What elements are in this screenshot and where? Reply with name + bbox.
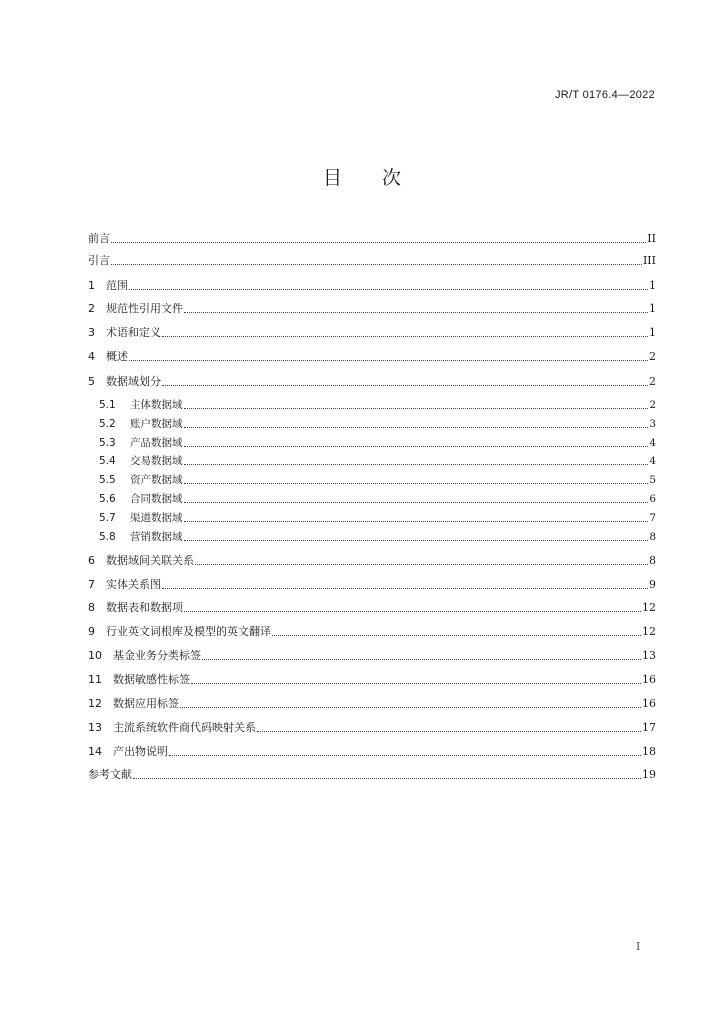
toc-entry-page: 9	[649, 578, 656, 591]
toc-entry-number: 13	[88, 721, 102, 734]
toc-entry-number: 5.1	[99, 399, 116, 411]
toc-entry[interactable]	[88, 324, 656, 340]
toc-entry-label: 实体关系图	[106, 578, 161, 591]
toc-entry-number: 5.2	[99, 418, 116, 430]
toc-entry[interactable]	[88, 552, 656, 568]
toc-entry-page: 1	[649, 279, 656, 292]
toc-entry-label: 账户数据域	[130, 418, 183, 430]
toc-entry-page: 1	[649, 326, 656, 339]
toc-entry-number: 5.4	[99, 455, 116, 467]
toc-entry[interactable]	[88, 719, 656, 735]
toc-entry-number: 5	[88, 375, 95, 388]
toc-entry-label: 数据域间关联关系	[106, 554, 194, 567]
toc-entry-number: 5.5	[99, 474, 116, 486]
toc-entry-label: 数据应用标签	[113, 697, 179, 710]
toc-dot-leader	[162, 336, 648, 337]
toc-entry[interactable]	[88, 300, 656, 316]
toc-entry[interactable]	[99, 396, 656, 412]
toc-entry[interactable]	[88, 230, 656, 246]
toc-entry-label: 引言	[88, 254, 110, 267]
toc-entry-label: 数据敏感性标签	[113, 673, 190, 686]
toc-entry-number: 2	[88, 302, 95, 315]
toc-entry-number: 6	[88, 554, 95, 567]
toc-entry[interactable]	[99, 452, 656, 468]
toc-dot-leader	[129, 360, 648, 361]
toc-entry-label: 主体数据域	[130, 399, 183, 411]
toc-entry[interactable]	[88, 373, 656, 389]
toc-dot-leader	[184, 521, 649, 522]
toc-entry-number: 5.6	[99, 493, 116, 505]
toc-dot-leader	[180, 707, 641, 708]
toc-entry-page: 16	[642, 697, 656, 710]
toc-title	[0, 163, 724, 190]
toc-entry-label: 资产数据域	[130, 474, 183, 486]
toc-dot-leader	[162, 588, 648, 589]
toc-entry-page: 7	[649, 512, 656, 524]
document-code: JR/T 0176.4—2022	[555, 89, 655, 101]
toc-entry-page: 3	[649, 418, 656, 430]
toc-entry-label: 营销数据域	[130, 531, 183, 543]
toc-dot-leader	[184, 427, 649, 428]
toc-dot-leader	[184, 611, 641, 612]
toc-entry-page: 13	[642, 649, 656, 662]
toc-dot-leader	[169, 755, 641, 756]
toc-entry-label: 产品数据域	[130, 437, 183, 449]
toc-entry[interactable]	[88, 766, 656, 782]
toc-entry-label: 前言	[88, 232, 110, 245]
toc-entry-page: 2	[649, 350, 656, 363]
toc-entry-number: 11	[88, 673, 102, 686]
toc-entry-page: 18	[642, 745, 656, 758]
toc-dot-leader	[184, 464, 649, 465]
toc-entry-number: 1	[88, 279, 95, 292]
toc-entry-number: 4	[88, 350, 95, 363]
toc-entry[interactable]	[99, 490, 656, 506]
toc-entry-label: 行业英文词根库及模型的英文翻译	[106, 625, 271, 638]
toc-entry-page: II	[647, 232, 656, 245]
toc-dot-leader	[202, 659, 641, 660]
toc-entry-page: 8	[649, 554, 656, 567]
toc-entry-page: 6	[649, 493, 656, 505]
toc-entry-number: 5.7	[99, 512, 116, 524]
toc-entry[interactable]	[88, 743, 656, 759]
toc-entry-label: 数据表和数据项	[106, 601, 183, 614]
toc-entry[interactable]	[88, 647, 656, 663]
toc-entry-page: 5	[649, 474, 656, 486]
toc-entry-page: 12	[642, 601, 656, 614]
toc-dot-leader	[162, 385, 648, 386]
toc-entry[interactable]	[88, 671, 656, 687]
toc-entry-label: 概述	[106, 350, 128, 363]
toc-entry-page: 8	[649, 531, 656, 543]
toc-entry[interactable]	[99, 528, 656, 544]
toc-entry-number: 7	[88, 578, 95, 591]
toc-entry-page: 1	[649, 302, 656, 315]
toc-entry-page: III	[642, 254, 656, 267]
toc-dot-leader	[257, 731, 641, 732]
toc-entry[interactable]	[99, 471, 656, 487]
toc-entry-page: 2	[649, 399, 656, 411]
toc-entry-label: 范围	[106, 279, 128, 292]
toc-entry-label: 合同数据域	[130, 493, 183, 505]
toc-dot-leader	[184, 502, 649, 503]
toc-dot-leader	[184, 446, 649, 447]
toc-entry-label: 主流系统软件商代码映射关系	[113, 721, 256, 734]
toc-title-part2: 次	[382, 167, 402, 189]
toc-entry-label: 渠道数据域	[130, 512, 183, 524]
toc-entry-number: 9	[88, 625, 95, 638]
toc-entry-label: 交易数据域	[130, 455, 183, 467]
toc-entry-label: 数据域划分	[106, 375, 161, 388]
toc-entry-page: 4	[649, 437, 656, 449]
toc-dot-leader	[184, 483, 649, 484]
toc-entry[interactable]	[99, 415, 656, 431]
toc-entry[interactable]	[88, 695, 656, 711]
toc-entry-label: 规范性引用文件	[106, 302, 183, 315]
toc-entry-number: 10	[88, 649, 102, 662]
toc-entry[interactable]	[88, 252, 656, 268]
toc-entry-page: 17	[642, 721, 656, 734]
toc-dot-leader	[184, 540, 649, 541]
toc-entry[interactable]	[88, 348, 656, 364]
toc-dot-leader	[191, 683, 641, 684]
toc-entry-page: 19	[642, 768, 656, 781]
toc-entry-label: 术语和定义	[106, 326, 161, 339]
toc-entry-label: 参考文献	[88, 768, 132, 781]
page-number: I	[636, 940, 641, 953]
toc-entry-number: 3	[88, 326, 95, 339]
toc-entry[interactable]	[88, 599, 656, 615]
toc-dot-leader	[184, 312, 648, 313]
toc-dot-leader	[129, 289, 648, 290]
toc-entry-page: 4	[649, 455, 656, 467]
toc-dot-leader	[111, 264, 642, 265]
toc-entry[interactable]	[99, 509, 656, 525]
toc-dot-leader	[133, 778, 641, 779]
toc-entry-number: 14	[88, 745, 102, 758]
toc-title-part1: 目	[322, 167, 342, 189]
toc-dot-leader	[111, 242, 646, 243]
toc-entry[interactable]	[88, 277, 656, 293]
toc-dot-leader	[195, 564, 648, 565]
toc-entry-label: 基金业务分类标签	[113, 649, 201, 662]
toc-entry[interactable]	[99, 434, 656, 450]
toc-entry-page: 16	[642, 673, 656, 686]
toc-entry-page: 12	[642, 625, 656, 638]
toc-entry-page: 2	[649, 375, 656, 388]
toc-dot-leader	[272, 635, 641, 636]
toc-entry[interactable]	[88, 623, 656, 639]
toc-entry-number: 12	[88, 697, 102, 710]
toc-entry-number: 5.8	[99, 531, 116, 543]
toc-entry[interactable]	[88, 576, 656, 592]
toc-dot-leader	[184, 408, 649, 409]
toc-entry-number: 5.3	[99, 437, 116, 449]
toc-entry-number: 8	[88, 601, 95, 614]
toc-entry-label: 产出物说明	[113, 745, 168, 758]
